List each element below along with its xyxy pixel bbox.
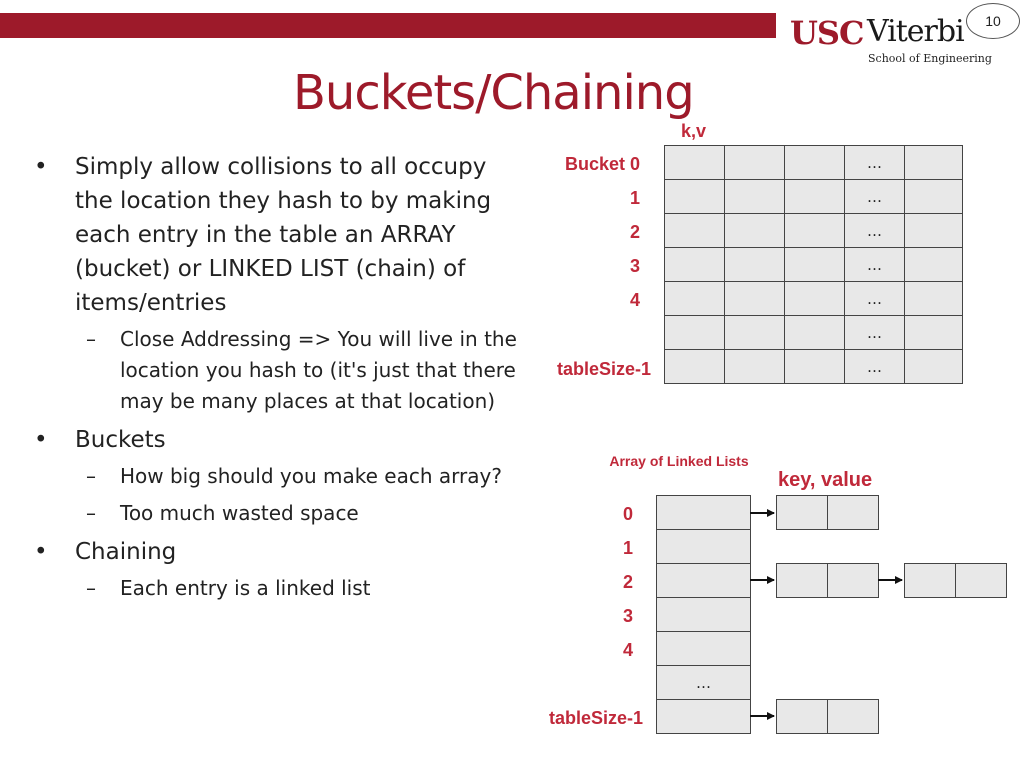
bucket-row-label: 1 xyxy=(629,188,640,208)
bucket-cell: … xyxy=(845,282,905,316)
sub-bullet-dash: – xyxy=(86,501,96,525)
logo-usc-text: USC xyxy=(790,14,864,52)
bucket-cell: … xyxy=(845,350,905,384)
bucket-cell: … xyxy=(845,214,905,248)
bucket-row-label: Bucket 0 xyxy=(564,154,640,174)
logo-school-text: School of Engineering xyxy=(868,52,992,65)
bullet-text: Chaining xyxy=(75,539,177,565)
chain-row-label: 2 xyxy=(622,572,633,592)
key-value-label: key, value xyxy=(778,469,873,491)
chain-row-label: tableSize-1 xyxy=(548,708,643,728)
page-number: 10 xyxy=(966,3,1020,39)
chain-row-label: 3 xyxy=(622,606,633,626)
bullet-dot: • xyxy=(34,154,48,180)
bullet-text: Buckets xyxy=(75,427,166,453)
bucket-cell: … xyxy=(845,248,905,282)
chain-row-label: 4 xyxy=(622,640,633,660)
chain-head-cell: … xyxy=(657,666,751,700)
sub-bullet-text: Close Addressing => You will live in the location you hash to (it's just that there may be many places at that location) xyxy=(120,327,517,413)
bucket-row-label: 4 xyxy=(629,290,640,310)
chain-row-label: 0 xyxy=(622,504,633,524)
bucket-row-label: 3 xyxy=(629,256,640,276)
chain-row-label: 1 xyxy=(622,538,633,558)
sub-bullet-dash: – xyxy=(86,327,96,351)
logo-viterbi-text: Viterbi xyxy=(867,14,964,49)
bucket-row-label: tableSize-1 xyxy=(556,359,651,379)
bullet-text: Simply allow collisions to all occupy the location they hash to by making each entry in the table an ARRAY (bucket) or LINKED LIST (chain) of items/entries xyxy=(75,154,492,316)
bucket-cell: … xyxy=(845,316,905,350)
bucket-row-label: 2 xyxy=(629,222,640,242)
sub-bullet-text: Too much wasted space xyxy=(120,501,359,525)
bucket-cell: … xyxy=(845,146,905,180)
kv-label: k,v xyxy=(681,121,707,141)
bullet-dot: • xyxy=(34,427,48,453)
chain-array-title: Array of Linked Lists xyxy=(609,453,749,469)
sub-bullet-dash: – xyxy=(86,464,96,488)
bucket-cell: … xyxy=(845,180,905,214)
sub-bullet-text: How big should you make each array? xyxy=(120,464,502,488)
sub-bullet-text: Each entry is a linked list xyxy=(120,576,371,600)
slide-title: Buckets/Chaining xyxy=(293,65,694,121)
sub-bullet-dash: – xyxy=(86,576,96,600)
bullet-dot: • xyxy=(34,539,48,565)
